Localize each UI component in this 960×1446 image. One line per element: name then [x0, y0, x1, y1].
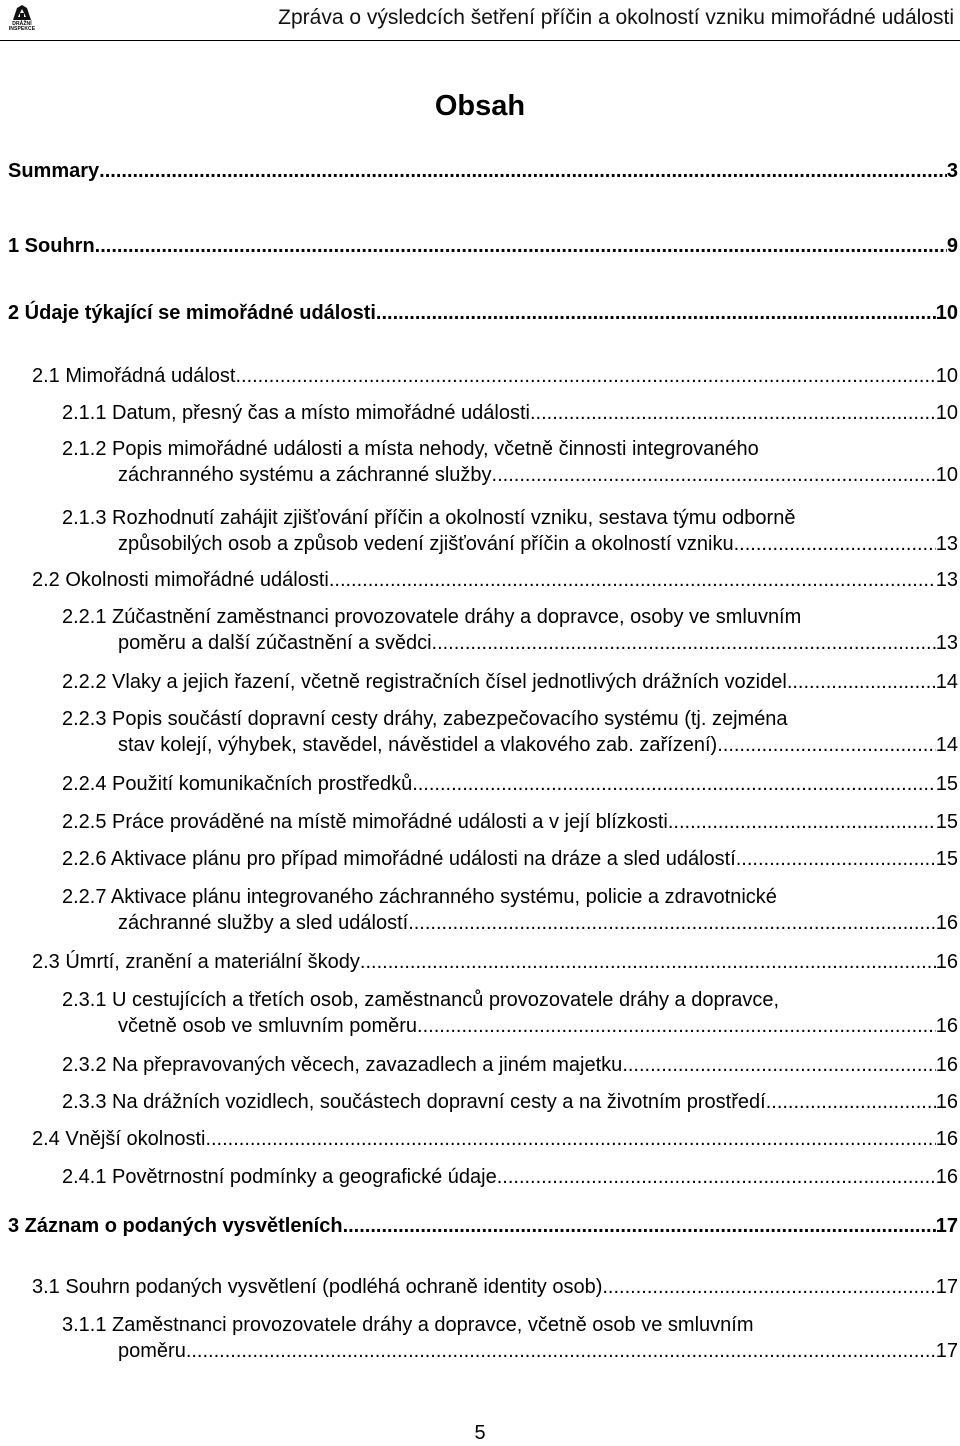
page-header: [0, 0, 960, 41]
toc-page-number: 14: [935, 671, 958, 693]
dot-leader: [717, 732, 936, 758]
toc-page-number: 15: [935, 848, 958, 870]
dot-leader: [417, 1013, 936, 1039]
toc-page-number: 17: [935, 1276, 958, 1298]
dot-leader: [530, 400, 936, 426]
toc-entry-text: 2.3.2 Na přepravovaných věcech, zavazadlech a jiném majetku: [62, 1054, 623, 1076]
toc-page-number: 15: [935, 811, 958, 833]
toc-page-number: 16: [935, 912, 958, 934]
toc-page-number: 10: [935, 365, 958, 387]
logo-text-line1: DRÁŽNÍ: [12, 21, 32, 27]
toc-page-number: 16: [935, 1128, 958, 1150]
toc-page-number: 16: [935, 1091, 958, 1113]
toc-entry-text: 2.4 Vnější okolnosti: [32, 1128, 206, 1150]
toc-page-number: 17: [935, 1340, 958, 1362]
toc-page-number: 16: [935, 1166, 958, 1188]
dot-leader: [95, 233, 947, 259]
logo-emblem-icon: [11, 4, 33, 22]
dot-leader: [412, 771, 936, 797]
toc-page-number: 13: [935, 632, 958, 654]
toc-entry-text: 2.3 Úmrtí, zranění a materiální škody: [32, 951, 360, 973]
toc-entry-text: 3 Záznam o podaných vysvětleních: [8, 1215, 343, 1237]
toc-entry-text: 2.2.3 Popis součástí dopravní cesty dráhy, zabezpečovacího systému (tj. zejména: [62, 708, 788, 730]
dot-leader: [766, 1089, 936, 1115]
toc-entry-text: 3.1 Souhrn podaných vysvětlení (podléhá ochraně identity osob): [32, 1276, 603, 1298]
drazni-inspekce-logo: [4, 4, 40, 34]
toc-page-number: 13: [935, 533, 958, 555]
toc-page-number: 15: [935, 773, 958, 795]
toc-entry-text: 2.2 Okolnosti mimořádné události: [32, 569, 329, 591]
toc-entry-text: 2.2.1 Zúčastnění zaměstnanci provozovatele dráhy a dopravce, osoby ve smluvním: [62, 606, 802, 628]
dot-leader: [360, 949, 936, 975]
dot-leader: [497, 1164, 936, 1190]
toc-entry-text: poměru: [118, 1340, 186, 1362]
logo-text-line2: INSPEKCE: [8, 26, 36, 32]
toc-entry-text: 2.3.3 Na drážních vozidlech, součástech dopravní cesty a na životním prostředí: [62, 1091, 766, 1113]
dot-leader: [736, 846, 936, 872]
toc-entry-text: stav kolejí, výhybek, stavědel, návěstidel a vlakového zab. zařízení): [118, 734, 718, 756]
toc-entry-text: 2.2.5 Práce prováděné na místě mimořádné události a v její blízkosti: [62, 811, 668, 833]
toc-entry-text: záchranné služby a sled událostí: [118, 912, 409, 934]
dot-leader: [408, 910, 936, 936]
toc-entry-text: způsobilých osob a způsob vedení zjišťování příčin a okolností vzniku: [118, 533, 734, 555]
toc-page-number: 13: [935, 569, 958, 591]
dot-leader: [668, 809, 936, 835]
toc-entry-text: záchranného systému a záchranné služby: [118, 464, 492, 486]
dot-leader: [432, 630, 936, 656]
toc-page-number: 9: [946, 235, 958, 257]
toc-entry-text: poměru a další zúčastnění a svědci: [118, 632, 432, 654]
header-title: Zpráva o výsledcích šetření příčin a okolností vzniku mimořádné události: [278, 6, 954, 29]
dot-leader: [186, 1338, 936, 1364]
toc-entry-text: 2.1.3 Rozhodnutí zahájit zjišťování příčin a okolností vzniku, sestava týmu odborně: [62, 507, 796, 529]
toc-page-number: 14: [935, 734, 958, 756]
dot-leader: [99, 158, 947, 184]
toc-entry-text: 2.3.1 U cestujících a třetích osob, zaměstnanců provozovatele dráhy a dopravce,: [62, 989, 780, 1011]
toc-entry-text: 2.2.4 Použití komunikačních prostředků: [62, 773, 413, 795]
dot-leader: [492, 462, 936, 488]
dot-leader: [343, 1213, 936, 1239]
toc-entry-text: 2.1.1 Datum, přesný čas a místo mimořádné události: [62, 402, 530, 424]
toc-page-number: 17: [935, 1215, 958, 1237]
dot-leader: [787, 669, 936, 695]
toc-page-number: 10: [935, 402, 958, 424]
toc-entry-text: včetně osob ve smluvním poměru: [118, 1015, 418, 1037]
toc-entry-text: 1 Souhrn: [8, 235, 95, 257]
toc-entry-text: 2.2.7 Aktivace plánu integrovaného záchranného systému, policie a zdravotnické: [62, 886, 777, 908]
toc-entry-text: 2.1.2 Popis mimořádné události a místa nehody, včetně činnosti integrovaného: [62, 438, 759, 460]
toc-entry-text: Summary: [8, 160, 100, 182]
dot-leader: [329, 567, 936, 593]
toc-entry-text: 2.2.2 Vlaky a jejich řazení, včetně registračních čísel jednotlivých drážních vozidel: [62, 671, 787, 693]
toc-entry-text: 2.1 Mimořádná událost: [32, 365, 236, 387]
toc-entry-text: 2.4.1 Povětrnostní podmínky a geografické údaje: [62, 1166, 497, 1188]
toc-entry-text: 2.2.6 Aktivace plánu pro případ mimořádné události na dráze a sled událostí: [62, 848, 736, 870]
dot-leader: [235, 363, 935, 389]
toc-page-number: 16: [935, 1054, 958, 1076]
toc-page-number: 3: [946, 160, 958, 182]
toc-page-number: 16: [935, 951, 958, 973]
toc-entry-text: 3.1.1 Zaměstnanci provozovatele dráhy a dopravce, včetně osob ve smluvním: [62, 1314, 754, 1336]
dot-leader: [622, 1052, 935, 1078]
toc-heading: Obsah: [434, 90, 526, 122]
toc-page-number: 10: [935, 302, 958, 324]
dot-leader: [205, 1126, 935, 1152]
toc-page-number: 10: [935, 464, 958, 486]
dot-leader: [602, 1274, 935, 1300]
page-number: 5: [474, 1422, 486, 1444]
toc-page-number: 16: [935, 1015, 958, 1037]
dot-leader: [734, 531, 936, 557]
toc-entry-text: 2 Údaje týkající se mimořádné události: [8, 302, 376, 324]
dot-leader: [376, 300, 936, 326]
